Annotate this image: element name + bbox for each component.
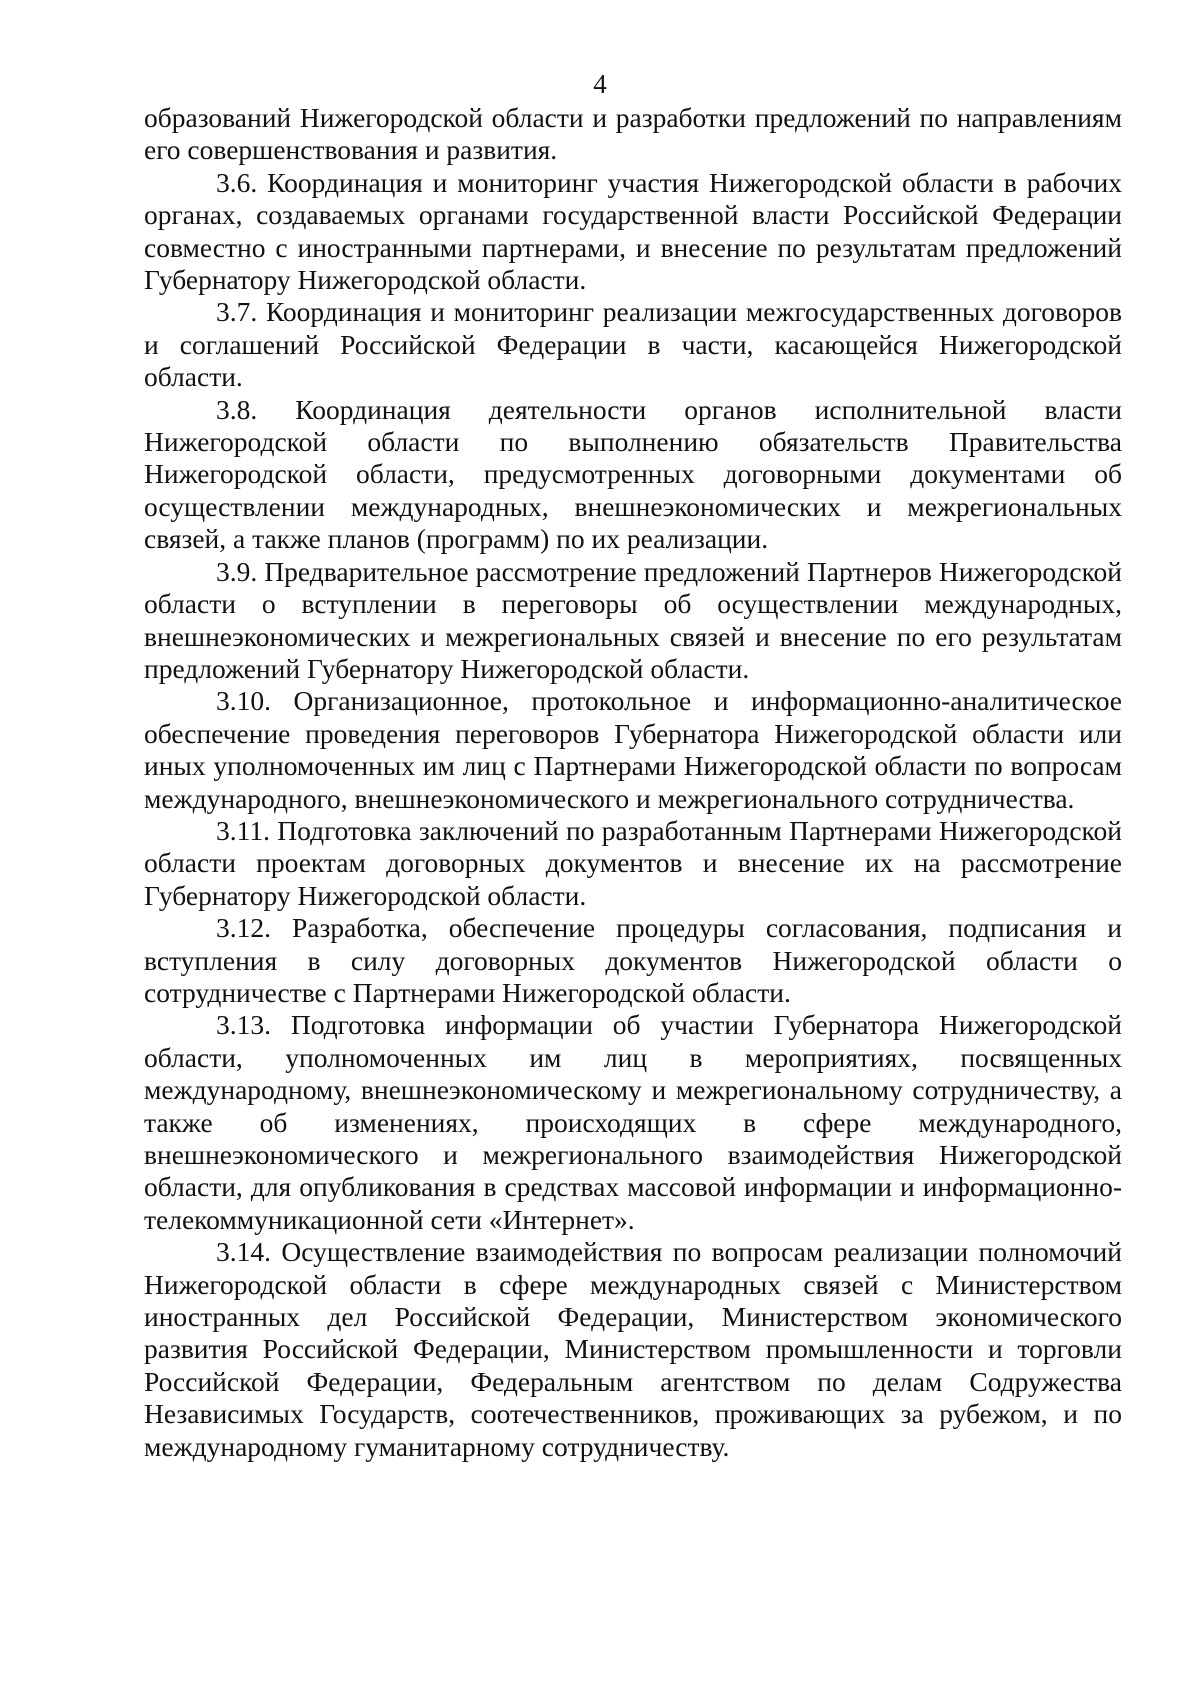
paragraph-3-10: 3.10. Организационное, протокольное и информационно-аналитическое обеспечение проведения переговоров Губернатора Нижегородской области или иных уполномоченных им лиц с Партнерами Нижегородской области по вопросам международного, внешнеэкономического и межрегионального сотрудничества.	[144, 685, 1122, 814]
paragraph-3-12: 3.12. Разработка, обеспечение процедуры согласования, подписания и вступления в силу договорных документов Нижегородской области о сотрудничестве с Партнерами Нижегородской области.	[144, 912, 1122, 1008]
document-body	[144, 102, 1122, 1463]
paragraph-3-8: 3.8. Координация деятельности органов исполнительной власти Нижегородской области по выполнению обязательств Правительства Нижегородской области, предусмотренных договорными документами об осуществлении международных, внешнеэкономических и межрегиональных связей, а также планов (программ) по их реализации.	[144, 393, 1122, 555]
paragraph-3-13: 3.13. Подготовка информации об участии Губернатора Нижегородской области, уполномоченных им лиц в мероприятиях, посвященных международному, внешнеэкономическому и межрегиональному сотрудничеству, а также об изменениях, происходящих в сфере международного, внешнеэкономического и межрегионального взаимодействия Нижегородской области, для опубликования в средствах массовой информации и информационно-телекоммуникационной сети «Интернет».	[144, 1009, 1122, 1235]
page-number: 4	[593, 69, 607, 99]
paragraph-continuation: образований Нижегородской области и разработки предложений по направлениям его совершенствования и развития.	[144, 102, 1122, 166]
paragraph-3-11: 3.11. Подготовка заключений по разработанным Партнерами Нижегородской области проектам договорных документов и внесение их на рассмотрение Губернатору Нижегородской области.	[144, 814, 1122, 911]
paragraph-3-7: 3.7. Координация и мониторинг реализации межгосударственных договоров и соглашений Российской Федерации в части, касающейся Нижегородской области.	[144, 296, 1122, 393]
paragraph-3-6: 3.6. Координация и мониторинг участия Нижегородской области в рабочих органах, создаваемых органами государственной власти Российской Федерации совместно с иностранными партнерами, и внесение по результатам предложений Губернатору Нижегородской области.	[144, 166, 1122, 296]
paragraph-3-14: 3.14. Осуществление взаимодействия по вопросам реализации полномочий Нижегородской области в сфере международных связей с Министерством иностранных дел Российской Федерации, Министерством экономического развития Российской Федерации, Министерством промышленности и торговли Российской Федерации, Федеральным агентством по делам Содружества Независимых Государств, соотечественников, проживающих за рубежом, и по международному гуманитарному сотрудничеству.	[144, 1236, 1122, 1462]
paragraph-3-9: 3.9. Предварительное рассмотрение предложений Партнеров Нижегородской области о вступлении в переговоры об осуществлении международных, внешнеэкономических и межрегиональных связей и внесение по его результатам предложений Губернатору Нижегородской области.	[144, 555, 1122, 684]
